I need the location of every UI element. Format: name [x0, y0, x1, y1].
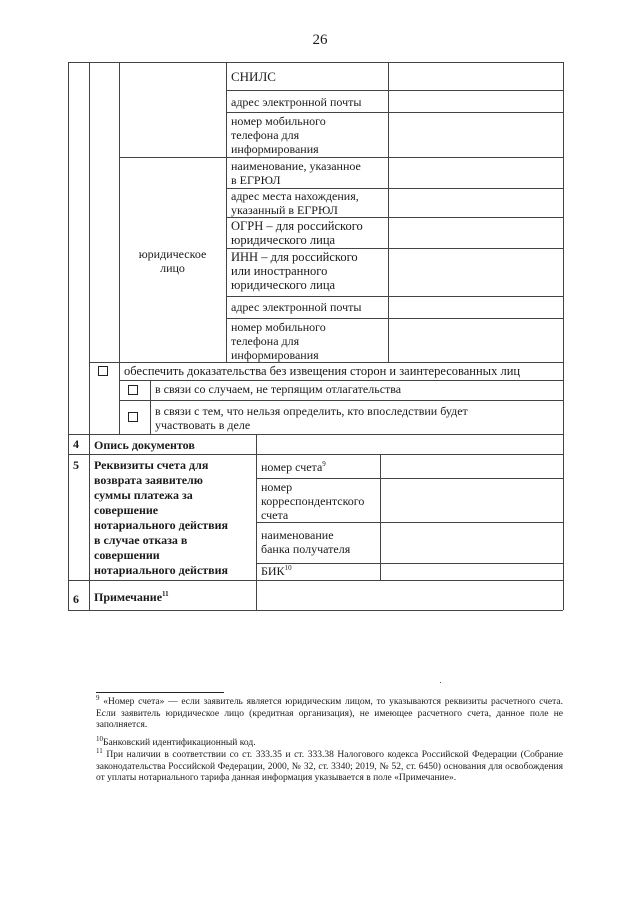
row-6-label: Примечание$^{11}$: [94, 590, 169, 604]
legal-field-value-name[interactable]: [388, 157, 563, 188]
corr-account-value[interactable]: [380, 478, 563, 522]
table-border-right: [563, 62, 564, 610]
urgent-case-label: в связи со случаем, не терпящим отлагательства: [155, 382, 402, 396]
field-value-mobile[interactable]: [388, 112, 563, 157]
footnote-9: $^9$ «Номер счета» — если заявитель является юридическим лицом, то указываются реквизиты расчетного счета. Если заявитель юридическое лицо (кредитная организация), не имеющее расчетного счета, данное поле не заполняется.: [96, 693, 564, 730]
legal-field-value-email[interactable]: [388, 296, 563, 318]
row-5-label: Реквизиты счета для возврата заявителю суммы платежа за совершение нотариального действия в случае отказа в совершении нотариального действия: [94, 458, 229, 577]
footnote-11: $^{11}$ При наличии в соответствии со ст. 333.35 и ст. 333.38 Налогового кодекса Российской Федерации (Собрание законодательства Российской Федерации, 2000, № 32, ст. 3340; 2019, № 52, ст. 6450) основания для освобождения от уплаты нотариального тарифа данная информация указывается в поле «Примечание».: [96, 746, 564, 783]
row-5-number: 5: [73, 458, 79, 472]
row-6-number: 6: [73, 592, 79, 606]
legal-field-value-mobile[interactable]: [388, 318, 563, 362]
legal-field-value-inn[interactable]: [388, 248, 563, 296]
legal-field-value-address[interactable]: [388, 188, 563, 217]
footnote-separator: [96, 692, 224, 693]
unknown-participants-label: в связи с тем, что нельзя определить, кто впоследствии будет участвовать в деле: [155, 404, 468, 432]
footnote-ref-10[interactable]: 10: [284, 564, 292, 572]
legal-field-label-inn: ИНН – для российского или иностранного юридического лица: [231, 250, 358, 292]
field-label-mobile: номер мобильного телефона для информирования: [231, 114, 326, 156]
table-border-left: [68, 62, 69, 610]
row-4-label: Опись документов: [94, 438, 195, 452]
urgent-case-checkbox[interactable]: [128, 385, 138, 395]
bank-name-value[interactable]: [380, 522, 563, 563]
bik-value[interactable]: [380, 563, 563, 580]
footnote-10: $^{10}$Банковский идентификационный код.: [96, 734, 256, 748]
row-4-value[interactable]: [256, 434, 563, 454]
legal-field-label-name: наименование, указанное в ЕГРЮЛ: [231, 159, 361, 187]
footnote-ref-11[interactable]: 11: [162, 590, 169, 598]
bank-name-label: наименование банка получателя: [261, 528, 351, 556]
field-label-snils: СНИЛС: [231, 69, 276, 84]
scan-speck: [440, 682, 441, 683]
row-6-value[interactable]: [256, 580, 563, 610]
corr-account-label: номер корреспондентского счета: [261, 480, 365, 522]
table-border-bottom: [68, 610, 563, 611]
unknown-participants-checkbox[interactable]: [128, 412, 138, 422]
legal-field-label-address: адрес места нахождения, указанный в ЕГРЮЛ: [231, 189, 359, 217]
row-divider: [119, 400, 563, 401]
account-number-label: номер счета$^9$: [261, 460, 326, 474]
legal-field-label-mobile: номер мобильного телефона для информирования: [231, 320, 326, 362]
legal-field-label-email: адрес электронной почты: [231, 300, 362, 314]
bik-label: БИК$^{10}$: [261, 564, 292, 578]
footnote-ref-9[interactable]: 9: [322, 460, 326, 468]
row-4-number: 4: [73, 437, 79, 451]
page-number: 26: [312, 32, 328, 48]
field-value-snils[interactable]: [388, 62, 563, 90]
legal-entity-label: юридическое лицо: [138, 247, 207, 275]
legal-field-value-ogrn[interactable]: [388, 217, 563, 248]
legal-field-label-ogrn: ОГРН – для российского юридического лица: [231, 219, 363, 247]
secure-evidence-checkbox[interactable]: [98, 366, 108, 376]
field-value-email[interactable]: [388, 90, 563, 112]
account-number-value[interactable]: [380, 454, 563, 478]
secure-evidence-label: обеспечить доказательства без извещения сторон и заинтересованных лиц: [124, 364, 521, 378]
field-label-email: адрес электронной почты: [231, 95, 362, 109]
